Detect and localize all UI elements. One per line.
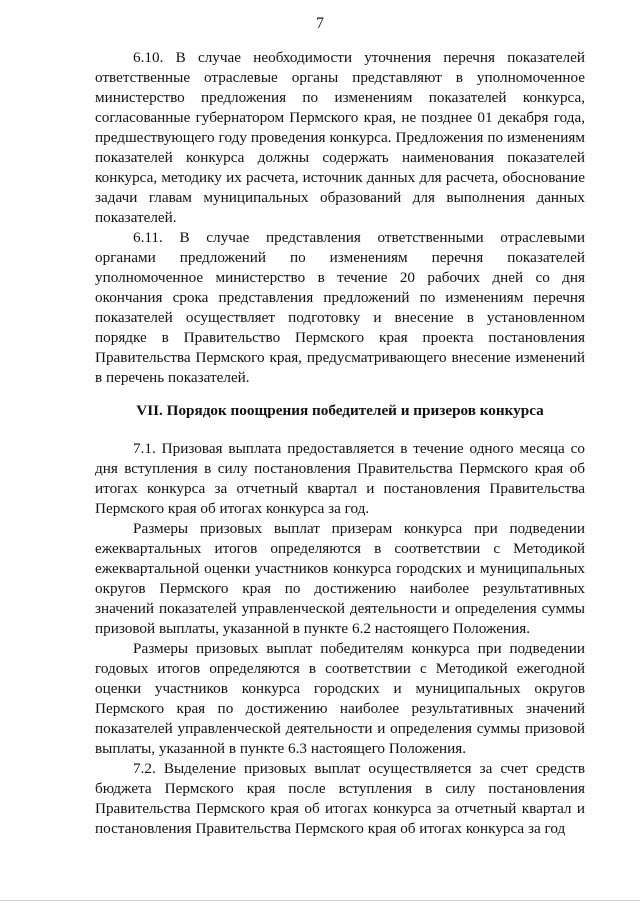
paragraph-6-11: 6.11. В случае представления ответственными отраслевыми органами предложений по изменениям перечня показателей уполномоченное министерство в течение 20 рабочих дней со дня окончания срока представления предложений по изменениям перечня показателей осуществляет подготовку и внесение в установленном порядке в Правительство Пермского края проекта постановления Правительства Пермского края, предусматривающего внесение изменений в перечень показателей. — [95, 229, 585, 386]
paragraph-7-2: 7.2. Выделение призовых выплат осуществляется за счет средств бюджета Пермского края после вступления в силу постановления Правительства Пермского края об итогах конкурса за отчетный квартал и постановления Правительства Пермского края об итогах конкурса за год — [95, 760, 585, 837]
paragraph-7-1: 7.1. Призовая выплата предоставляется в течение одного месяца со дня вступления в силу постановления Правительства Пермского края об итогах конкурса за отчетный квартал и постановления Правительства Пермского края об итогах конкурса за год. — [95, 440, 585, 517]
page-bottom-edge — [0, 900, 640, 901]
paragraph-7-1-annual-prizes: Размеры призовых выплат победителям конкурса при подведении годовых итогов определяются в соответствии с Методикой ежегодной оценки участников конкурса городских и муниципальных округов Пермского края по достижению наиболее результативных значений показателей управленческой деятельности и определения суммы призовой выплаты, указанной в пункте 6.3 настоящего Положения. — [95, 640, 585, 757]
page-number: 7 — [316, 15, 324, 32]
document-body — [95, 48, 585, 839]
section-heading: VII. Порядок поощрения победителей и призеров конкурса — [136, 402, 544, 419]
paragraph-7-1-quarterly-prizes: Размеры призовых выплат призерам конкурса при подведении ежеквартальных итогов определяются в соответствии с Методикой ежеквартальной оценки участников конкурса городских и муниципальных округов Пермского края по достижению наиболее результативных значений показателей управленческой деятельности и определения суммы призовой выплаты, указанной в пункте 6.2 настоящего Положения. — [95, 520, 585, 637]
paragraph-6-10: 6.10. В случае необходимости уточнения перечня показателей ответственные отраслевые органы представляют в уполномоченное министерство предложения по изменениям показателей конкурса, согласованные губернатором Пермского края, не позднее 01 декабря года, предшествующего году проведения конкурса. Предложения по изменениям показателей конкурса должны содержать наименования показателей конкурса, методику их расчета, источник данных для расчета, обоснование задачи главам муниципальных образований для выполнения данных показателей. — [95, 49, 585, 226]
